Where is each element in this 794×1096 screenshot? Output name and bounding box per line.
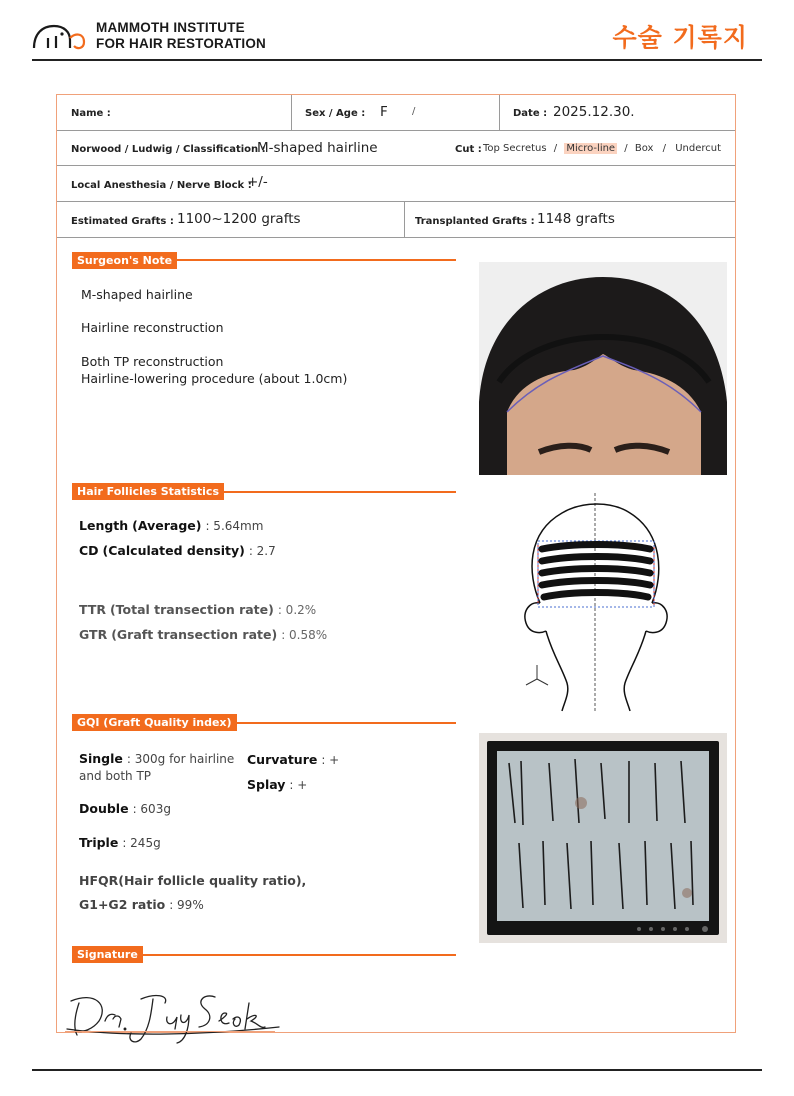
hairline-photo: [479, 262, 727, 475]
row-name-sex-date: [57, 95, 735, 131]
signature-underline: [65, 1031, 275, 1032]
length-value: : 5.64mm: [205, 519, 264, 533]
note-line-3: Both TP reconstruction: [81, 354, 224, 369]
page-title: 수술 기록지: [612, 23, 748, 52]
stat-gtr: [79, 627, 327, 642]
cut-option-top-secretus[interactable]: Top Secretus: [483, 143, 547, 154]
gqi-triple: [79, 835, 161, 850]
double-label: Double: [79, 801, 129, 816]
cut-sep: /: [624, 143, 628, 154]
logo-text: [96, 20, 266, 52]
bottom-divider: [32, 1069, 762, 1071]
estimated-value[interactable]: 1100~1200 grafts: [177, 211, 301, 227]
length-label: Length: [79, 518, 129, 533]
row-grafts: [57, 201, 735, 238]
row-anesthesia: [57, 165, 735, 202]
transplanted-value[interactable]: 1148 grafts: [537, 211, 615, 227]
note-line-4: Hairline-lowering procedure (about 1.0cm): [81, 371, 348, 386]
double-value: : 603g: [132, 802, 171, 816]
age-separator: /: [412, 106, 416, 117]
surgeon-note-heading: Surgeon's Note: [72, 252, 177, 269]
cut-option-micro-line[interactable]: Micro-line: [566, 143, 616, 154]
single-value: : 300g for hairline: [126, 752, 235, 766]
gqi-single: [79, 751, 234, 766]
hfqr-line-1: HFQR(Hair follicle quality ratio),: [79, 873, 307, 888]
gtr-label: GTR: [79, 627, 108, 642]
cut-option-box[interactable]: Box: [634, 143, 654, 154]
donor-area-diagram: [512, 493, 692, 713]
ttr-paren: (Total transection rate): [109, 602, 274, 617]
estimated-label: Estimated Grafts :: [71, 216, 174, 227]
cut-label: Cut :: [455, 144, 482, 155]
date-label: Date :: [513, 108, 548, 119]
curvature-label: Curvature: [247, 752, 318, 767]
signature-heading: Signature: [72, 946, 143, 963]
anesthesia-value[interactable]: +/-: [247, 174, 268, 190]
curvature-value: : +: [321, 753, 340, 767]
splay-value: : +: [289, 778, 308, 792]
gqi-double: [79, 801, 171, 816]
sex-age-cell: [292, 95, 500, 130]
gqi-heading: GQI (Graft Quality index): [72, 714, 237, 731]
transplanted-cell: [405, 201, 735, 237]
g1g2-value: : 99%: [169, 898, 204, 912]
length-paren: (Average): [132, 518, 202, 533]
logo-line-2: FOR HAIR RESTORATION: [96, 36, 267, 51]
stat-length: [79, 518, 263, 533]
follicle-stats-heading: Hair Follicles Statistics: [72, 483, 224, 500]
transplanted-label: Transplanted Grafts :: [415, 216, 535, 227]
gqi-g1g2: [79, 897, 204, 912]
logo-line-1: MAMMOTH INSTITUTE: [96, 20, 245, 35]
stat-ttr: [79, 602, 316, 617]
splay-label: Splay: [247, 777, 286, 792]
top-divider: [32, 59, 762, 61]
anesthesia-label: Local Anesthesia / Nerve Block :: [71, 180, 252, 191]
note-line-1: M-shaped hairline: [81, 287, 193, 302]
date-value[interactable]: 2025.12.30.: [553, 104, 635, 120]
cut-options: [483, 143, 721, 154]
gtr-paren: (Graft transection rate): [111, 627, 278, 642]
triple-label: Triple: [79, 835, 119, 850]
row-classification: [57, 130, 735, 166]
name-label: Name :: [71, 108, 111, 119]
sex-age-label: Sex / Age :: [305, 108, 366, 119]
cut-option-undercut[interactable]: Undercut: [675, 143, 721, 154]
gqi-hfqr: [79, 873, 306, 888]
g1g2-label: G1+G2 ratio: [79, 897, 166, 912]
mammoth-logo-icon: [30, 20, 92, 52]
single-label: Single: [79, 751, 123, 766]
gqi-splay: [247, 777, 307, 792]
ttr-value: : 0.2%: [277, 603, 317, 617]
cut-sep: /: [553, 143, 558, 154]
ttr-label: TTR: [79, 602, 106, 617]
cd-value: : 2.7: [248, 544, 276, 558]
cd-label: CD: [79, 543, 99, 558]
gqi-curvature: [247, 752, 339, 767]
note-line-2: Hairline reconstruction: [81, 320, 224, 335]
name-cell: [57, 95, 292, 130]
cd-paren: (Calculated density): [102, 543, 245, 558]
classification-value[interactable]: M-shaped hairline: [257, 140, 378, 156]
classification-label: Norwood / Ludwig / Classification :: [71, 144, 266, 155]
single-value-2: and both TP: [79, 769, 152, 783]
graft-monitor-photo: [479, 733, 727, 943]
sex-value[interactable]: F: [380, 104, 388, 120]
handwritten-signature: [65, 985, 280, 1045]
stat-cd: [79, 543, 276, 558]
cut-sep: /: [662, 143, 666, 154]
date-cell: [500, 95, 735, 130]
gqi-single-cont: [79, 768, 151, 783]
surgery-record-card: [56, 94, 736, 1033]
estimated-cell: [57, 201, 405, 237]
triple-value: : 245g: [122, 836, 161, 850]
gtr-value: : 0.58%: [281, 628, 328, 642]
